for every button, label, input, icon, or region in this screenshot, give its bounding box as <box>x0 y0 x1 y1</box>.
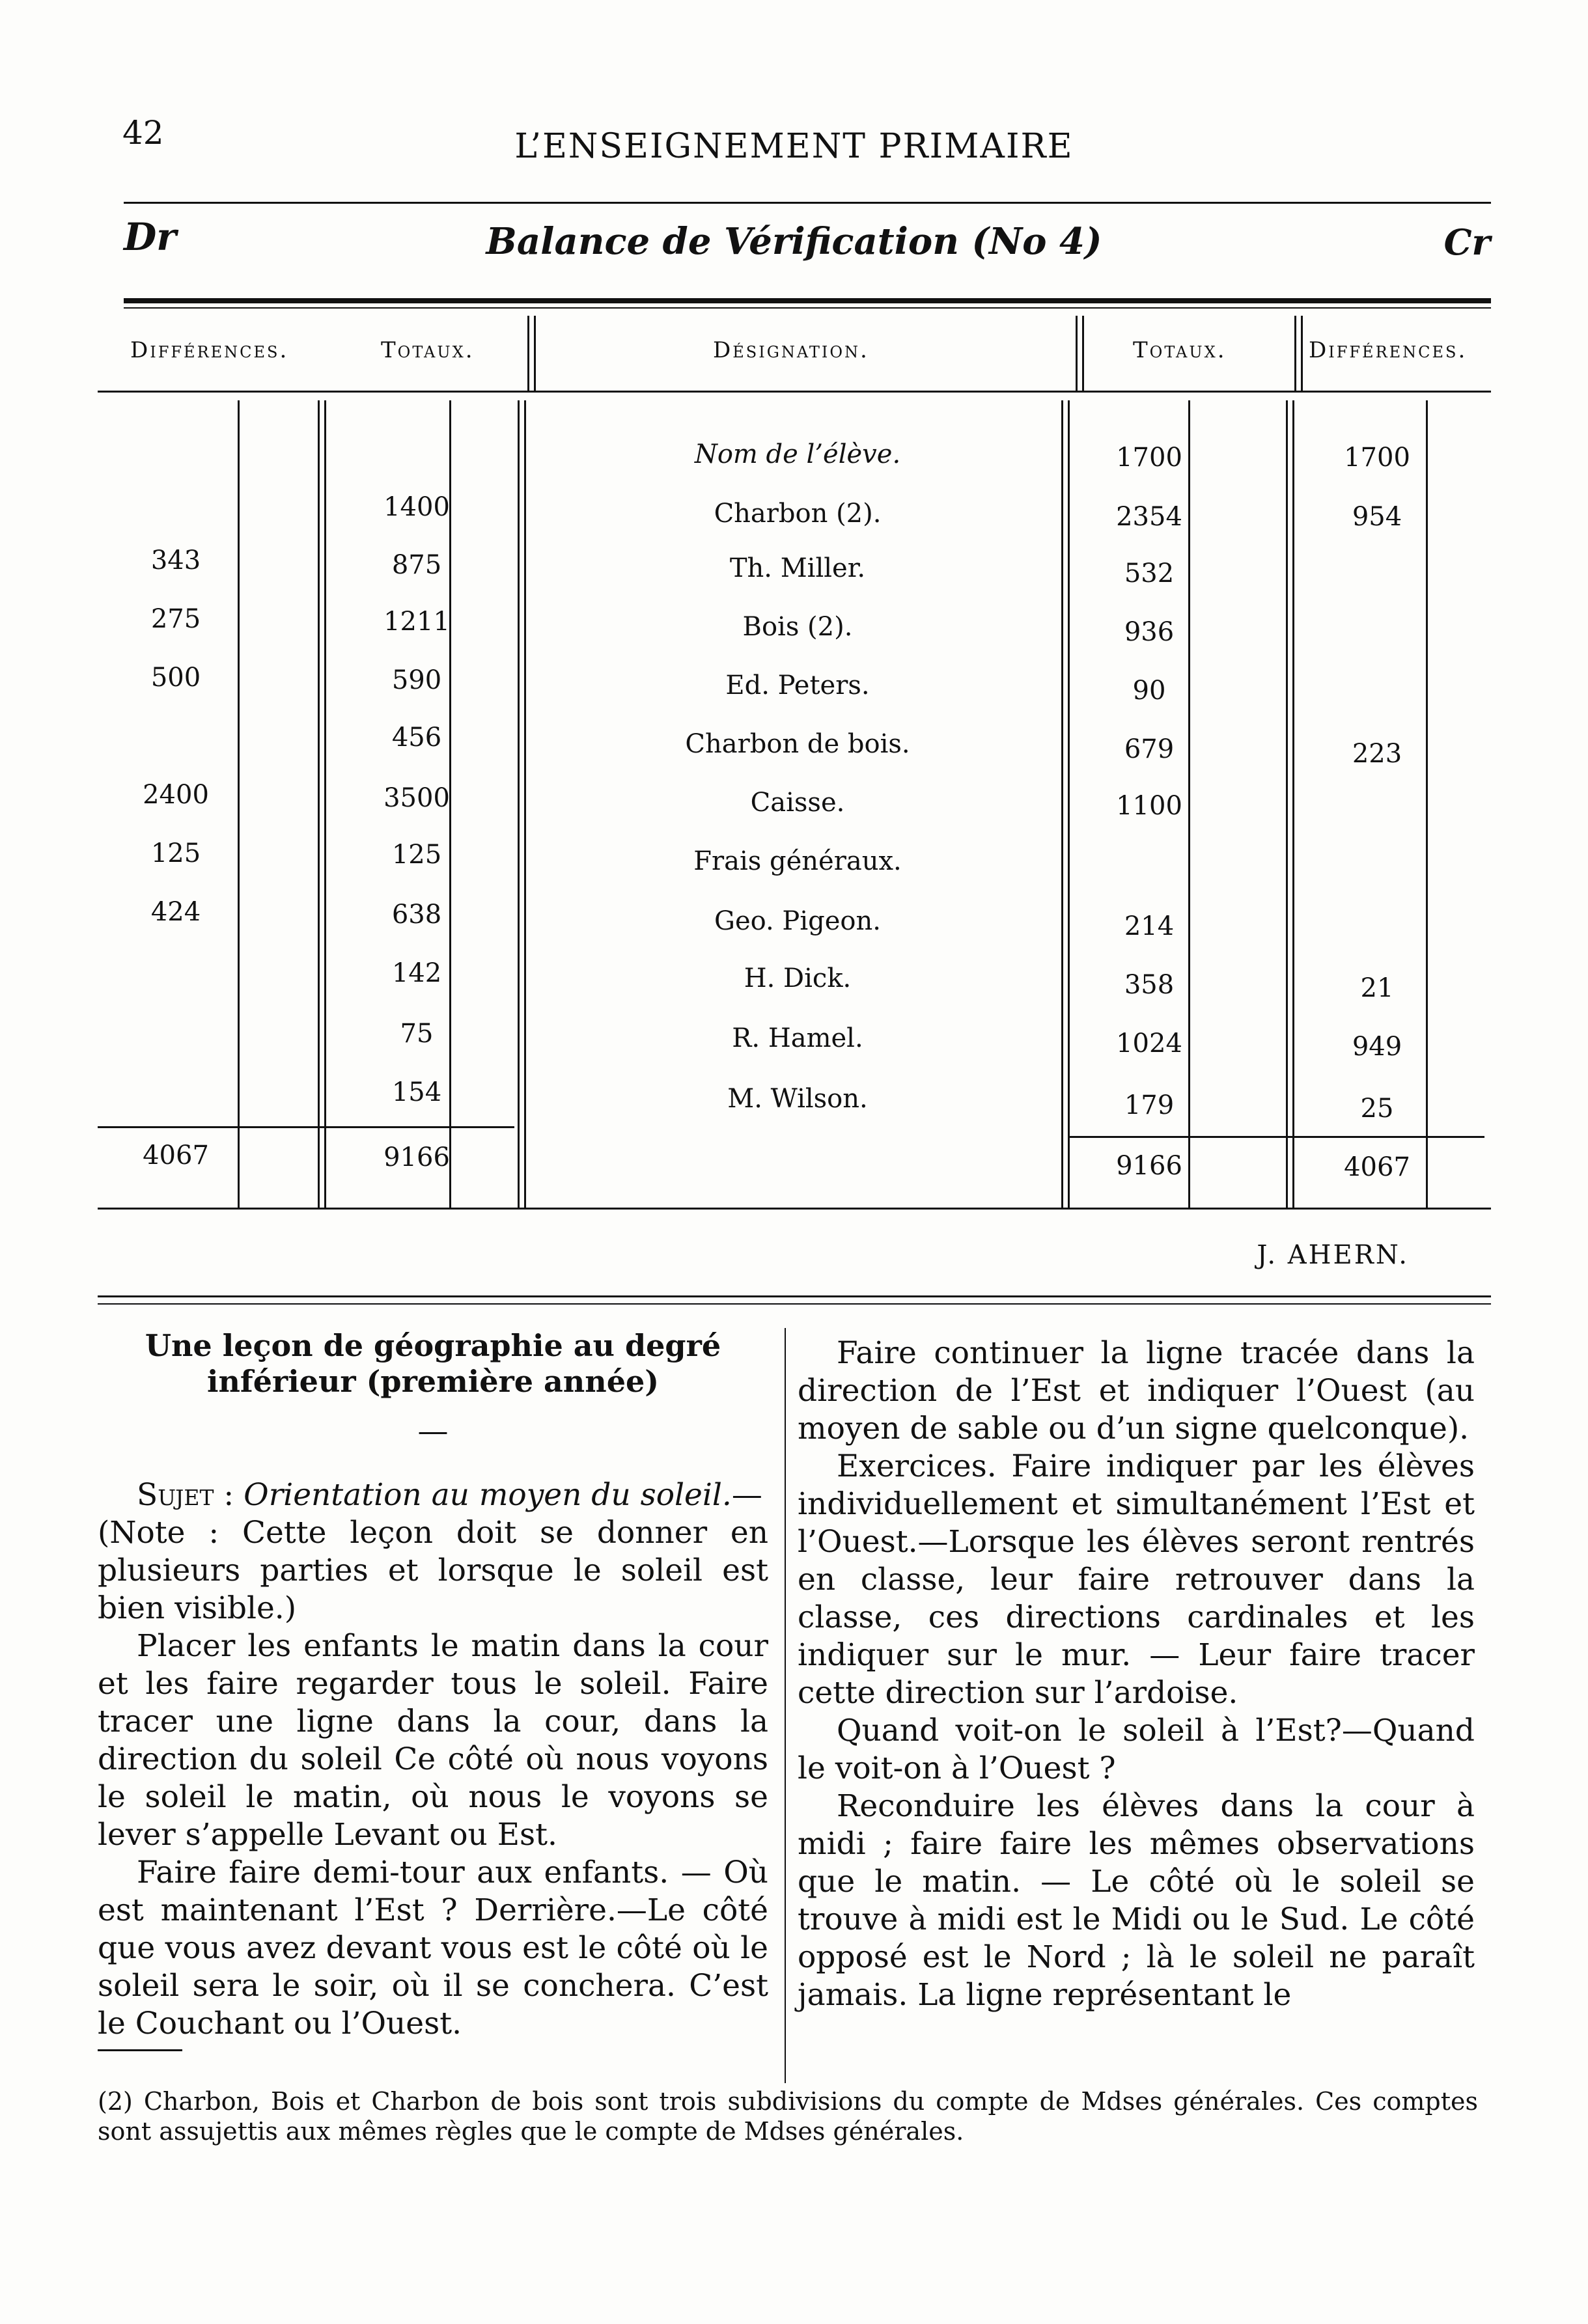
credit-difference: 949 <box>1352 1032 1402 1062</box>
debit-difference: 343 <box>150 546 201 575</box>
credit-total: 936 <box>1124 617 1175 647</box>
section-rule <box>98 1295 1491 1297</box>
credit-total: 1700 <box>1116 443 1182 473</box>
credit-differences-total: 4067 <box>1344 1152 1410 1182</box>
column-rule <box>527 316 529 393</box>
credit-total: 1100 <box>1116 791 1182 821</box>
designation: H. Dick. <box>744 963 852 993</box>
column-rule <box>1292 400 1294 1208</box>
column-rule <box>1076 316 1078 393</box>
debit-total: 875 <box>391 550 442 580</box>
column-rule <box>1286 400 1288 1208</box>
column-rule <box>524 400 526 1208</box>
paragraph: Faire faire demi-tour aux enfants. — Où est maintenant l’Est ? Derrière.—Le côté que vous avez devant vous est le côté où le soleil sera le soir, où il se conchera. C’est le Couchant ou l’Ouest. <box>98 1855 768 2041</box>
designation: M. Wilson. <box>727 1084 868 1114</box>
credit-total: 358 <box>1124 970 1175 1000</box>
column-rule <box>324 400 326 1208</box>
header-bottom-rule <box>98 391 1491 393</box>
balance-title: Balance de Vérification (No 4) <box>486 220 1102 263</box>
designation: R. Hamel. <box>732 1023 863 1053</box>
title-rule-thin <box>124 307 1491 309</box>
debit-total: 638 <box>391 900 442 930</box>
credit-difference: 1700 <box>1344 443 1410 473</box>
credit-total: 532 <box>1124 559 1175 588</box>
designation: Caisse. <box>750 788 845 818</box>
article-title-line1: Une leçon de géographie au degré <box>145 1328 721 1363</box>
debit-total: 1400 <box>383 492 450 522</box>
section-rule <box>98 1303 1491 1305</box>
column-rule <box>1061 400 1063 1208</box>
title-rule-thick <box>124 298 1491 303</box>
debit-total: 142 <box>391 958 442 988</box>
debit-difference: 424 <box>150 897 201 927</box>
paragraph: (Note : Cette leçon doit se donner en plusieurs parties et lorsque le soleil est bien visible.) <box>98 1515 768 1626</box>
credit-total: 2354 <box>1116 502 1182 532</box>
designation: Charbon (2). <box>714 499 882 529</box>
footnote-rule <box>98 2049 182 2051</box>
debit-total: 1211 <box>383 607 450 637</box>
title-dash: — <box>417 1413 449 1449</box>
credit-total: 90 <box>1132 676 1166 706</box>
page-number: 42 <box>122 114 164 152</box>
column-rule <box>534 316 536 393</box>
col-header-credit-totals: Totaux. <box>1133 337 1227 363</box>
column-rule <box>1082 316 1084 393</box>
totals-rule-right <box>1068 1136 1484 1138</box>
paragraph: Reconduire les élèves dans la cour à midi ; faire faire les mêmes observations que le matin. — Le côté où le soleil se trouve à midi est le Midi ou le Sud. Le côté opposé est le Nord ; là le soleil ne paraît jamais. La ligne représentant le <box>798 1788 1475 2013</box>
running-title: L’ENSEIGNEMENT PRIMAIRE <box>514 127 1074 166</box>
credit-difference: 223 <box>1352 739 1402 769</box>
debit-total: 75 <box>400 1019 434 1049</box>
debit-total: 154 <box>391 1077 442 1107</box>
column-rule <box>238 400 240 1208</box>
designation: Bois (2). <box>742 612 853 642</box>
credit-mark: Cr <box>1443 221 1490 263</box>
article-right-column <box>798 1335 1475 2014</box>
column-rule <box>518 400 520 1208</box>
credit-total: 214 <box>1124 911 1175 941</box>
col-header-designation: Désignation. <box>713 337 869 363</box>
designation: Ed. Peters. <box>725 671 870 700</box>
designation: Frais généraux. <box>693 846 902 876</box>
column-rule <box>1294 316 1296 393</box>
debit-difference: 275 <box>150 604 201 634</box>
col-header-credit-differences: Différences. <box>1309 337 1468 363</box>
debit-total: 590 <box>391 665 442 695</box>
credit-totals-total: 9166 <box>1116 1151 1182 1181</box>
paragraph: Faire continuer la ligne tracée dans la direction de l’Est et indiquer l’Ouest (au moyen de sable ou d’un signe quelconque). <box>798 1335 1475 1446</box>
designation: Geo. Pigeon. <box>714 906 881 936</box>
paragraph: Quand voit-on le soleil à l’Est?—Quand le voit-on à l’Ouest ? <box>798 1713 1475 1786</box>
column-rule <box>318 400 320 1208</box>
debit-mark: Dr <box>124 215 176 259</box>
debit-total: 3500 <box>383 783 450 813</box>
totals-rule-left <box>98 1126 514 1128</box>
debit-total: 456 <box>391 723 442 753</box>
credit-total: 679 <box>1124 734 1175 764</box>
debit-difference: 500 <box>150 663 201 693</box>
subject-text: Orientation au moyen du soleil. <box>244 1477 732 1513</box>
debit-totals-total: 9166 <box>383 1142 450 1172</box>
header-rule <box>124 202 1491 204</box>
designation: Th. Miller. <box>729 553 866 583</box>
debit-difference: 2400 <box>143 780 209 810</box>
paragraph: Exercices. Faire indiquer par les élèves individuellement et simultanément l’Est et l’Ouest.—Lorsque les élèves seront rentrés en classe, leur faire retrouver dans la classe, ces directions cardinales et les indiquer sur le mur. — Leur faire tracer cette direction sur l’ardoise. <box>798 1448 1475 1711</box>
credit-total: 1024 <box>1116 1029 1182 1058</box>
article-title-line2: inférieur (première année) <box>207 1364 659 1399</box>
designation: Charbon de bois. <box>685 729 910 759</box>
footnote: (2) Charbon, Bois et Charbon de bois sont trois subdivisions du compte de Mdses générales. Ces comptes sont assujettis aux mêmes règles que le compte de Mdses générales. <box>98 2087 1478 2146</box>
credit-difference: 21 <box>1360 973 1394 1003</box>
designation: Nom de l’élève. <box>694 439 901 469</box>
table-bottom-rule <box>98 1208 1491 1210</box>
credit-total: 179 <box>1124 1090 1175 1120</box>
signature: J. AHERN. <box>1257 1240 1409 1270</box>
article-left-column <box>98 1328 768 2043</box>
debit-total: 125 <box>391 840 442 870</box>
debit-differences-total: 4067 <box>143 1141 209 1170</box>
debit-difference: 125 <box>150 838 201 868</box>
col-header-debit-totals: Totaux. <box>381 337 475 363</box>
paragraph: Placer les enfants le matin dans la cour et les faire regarder tous le soleil. Faire tracer une ligne dans la cour, dans la direction du soleil Ce côté où nous voyons le soleil le matin, où nous le voyons se lever s’appelle Levant ou Est. <box>98 1628 768 1853</box>
credit-difference: 954 <box>1352 502 1402 532</box>
subject-label: Sujet <box>137 1477 214 1513</box>
column-divider <box>785 1328 786 2083</box>
column-rule <box>1068 400 1070 1208</box>
subject-line: Sujet : Orientation au moyen du soleil.— <box>137 1477 762 1513</box>
credit-difference: 25 <box>1360 1094 1394 1124</box>
col-header-debit-differences: Différences. <box>130 337 289 363</box>
column-rule <box>1301 316 1303 393</box>
